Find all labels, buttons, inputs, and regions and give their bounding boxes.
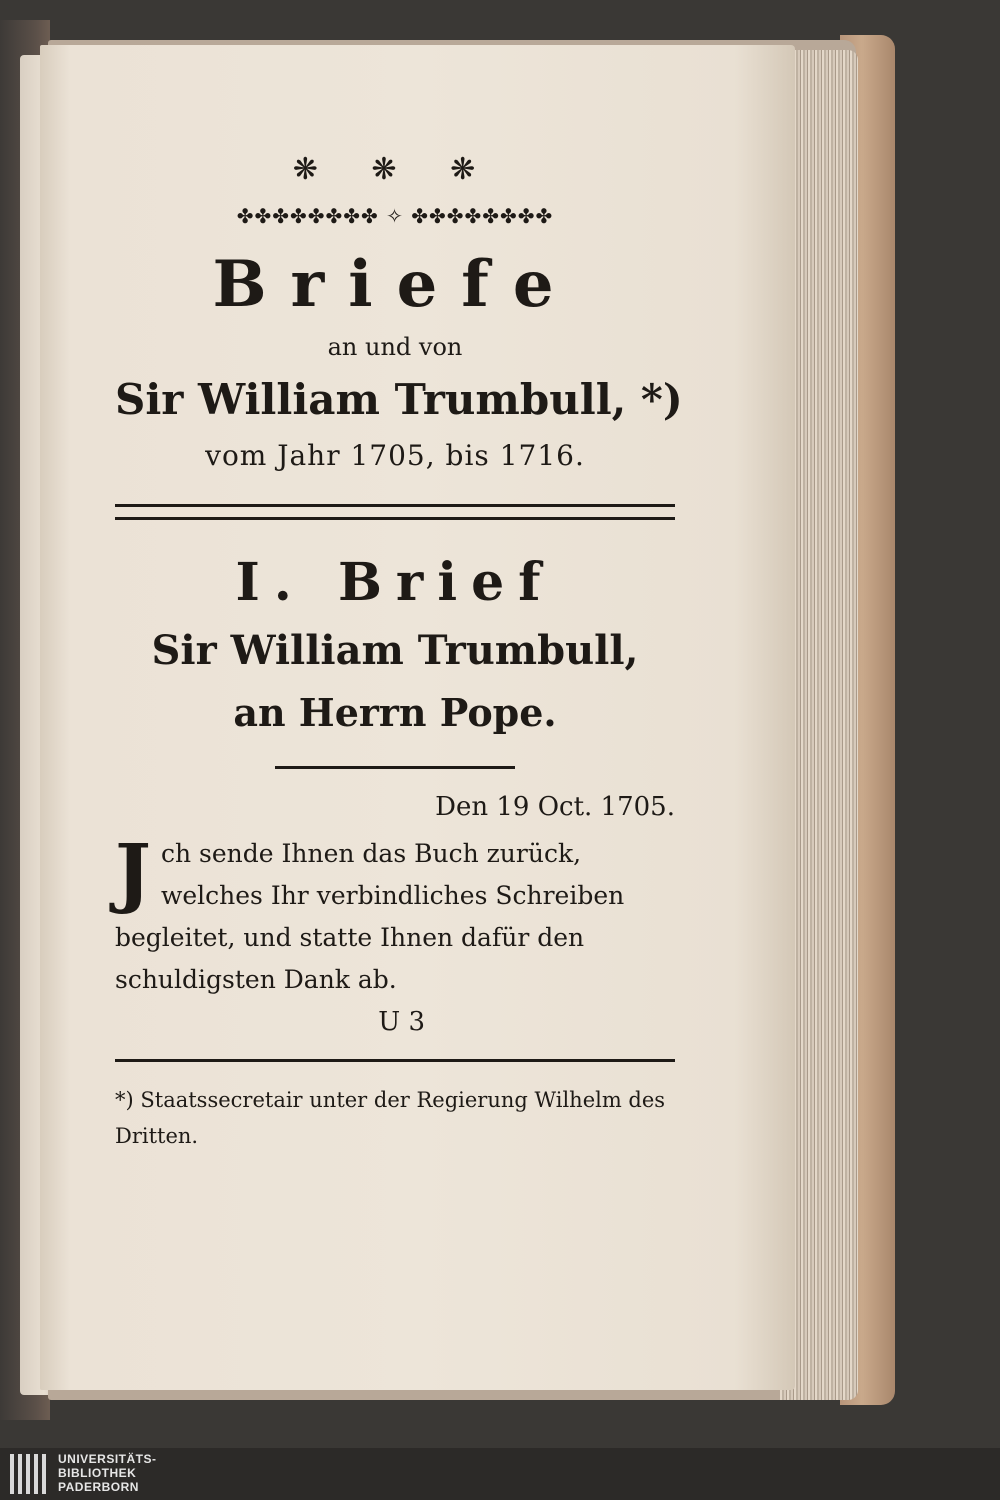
letter-from: Sir William Trumbull,	[151, 627, 639, 674]
library-name-line3: PADERBORN	[58, 1480, 139, 1494]
title-years: vom Jahr 1705, bis 1716.	[205, 439, 585, 472]
signature-catchword: U 3	[378, 1007, 425, 1037]
title-sir-william-trumbull: Sir William Trumbull, *)	[115, 375, 683, 424]
library-logo-icon	[10, 1454, 52, 1494]
ornament-row: ✤✤✤✤✤✤✤✤ ✧ ✤✤✤✤✤✤✤✤	[236, 204, 554, 228]
page-content	[115, 150, 683, 1154]
letter-body	[115, 827, 675, 1001]
footnote-rule	[115, 1059, 675, 1062]
letter-heading: I. Brief	[235, 552, 555, 613]
title-briefe: Briefe	[212, 247, 578, 322]
double-rule-divider	[115, 504, 675, 520]
footnote: *) Staatssecretair unter der Regierung Wilhelm des Dritten.	[115, 1088, 666, 1148]
letter-body-text: ch sende Ihnen das Buch zurück, welches Ihr verbindliches Schreiben begleitet, und statte Ihnen dafür den schuldigsten Dank ab.	[115, 839, 625, 994]
ornament-top: ❋ ❋ ❋	[292, 152, 498, 187]
library-name	[58, 1452, 157, 1494]
library-footer	[0, 1448, 1000, 1500]
drop-cap: J	[115, 827, 151, 916]
letter-date: Den 19 Oct. 1705.	[435, 792, 675, 822]
letter-to: an Herrn Pope.	[233, 690, 557, 735]
short-rule-divider	[275, 766, 515, 769]
library-name-line1: UNIVERSITÄTS-	[58, 1452, 157, 1466]
library-name-line2: BIBLIOTHEK	[58, 1466, 137, 1480]
title-an-und-von: an und von	[327, 333, 463, 361]
